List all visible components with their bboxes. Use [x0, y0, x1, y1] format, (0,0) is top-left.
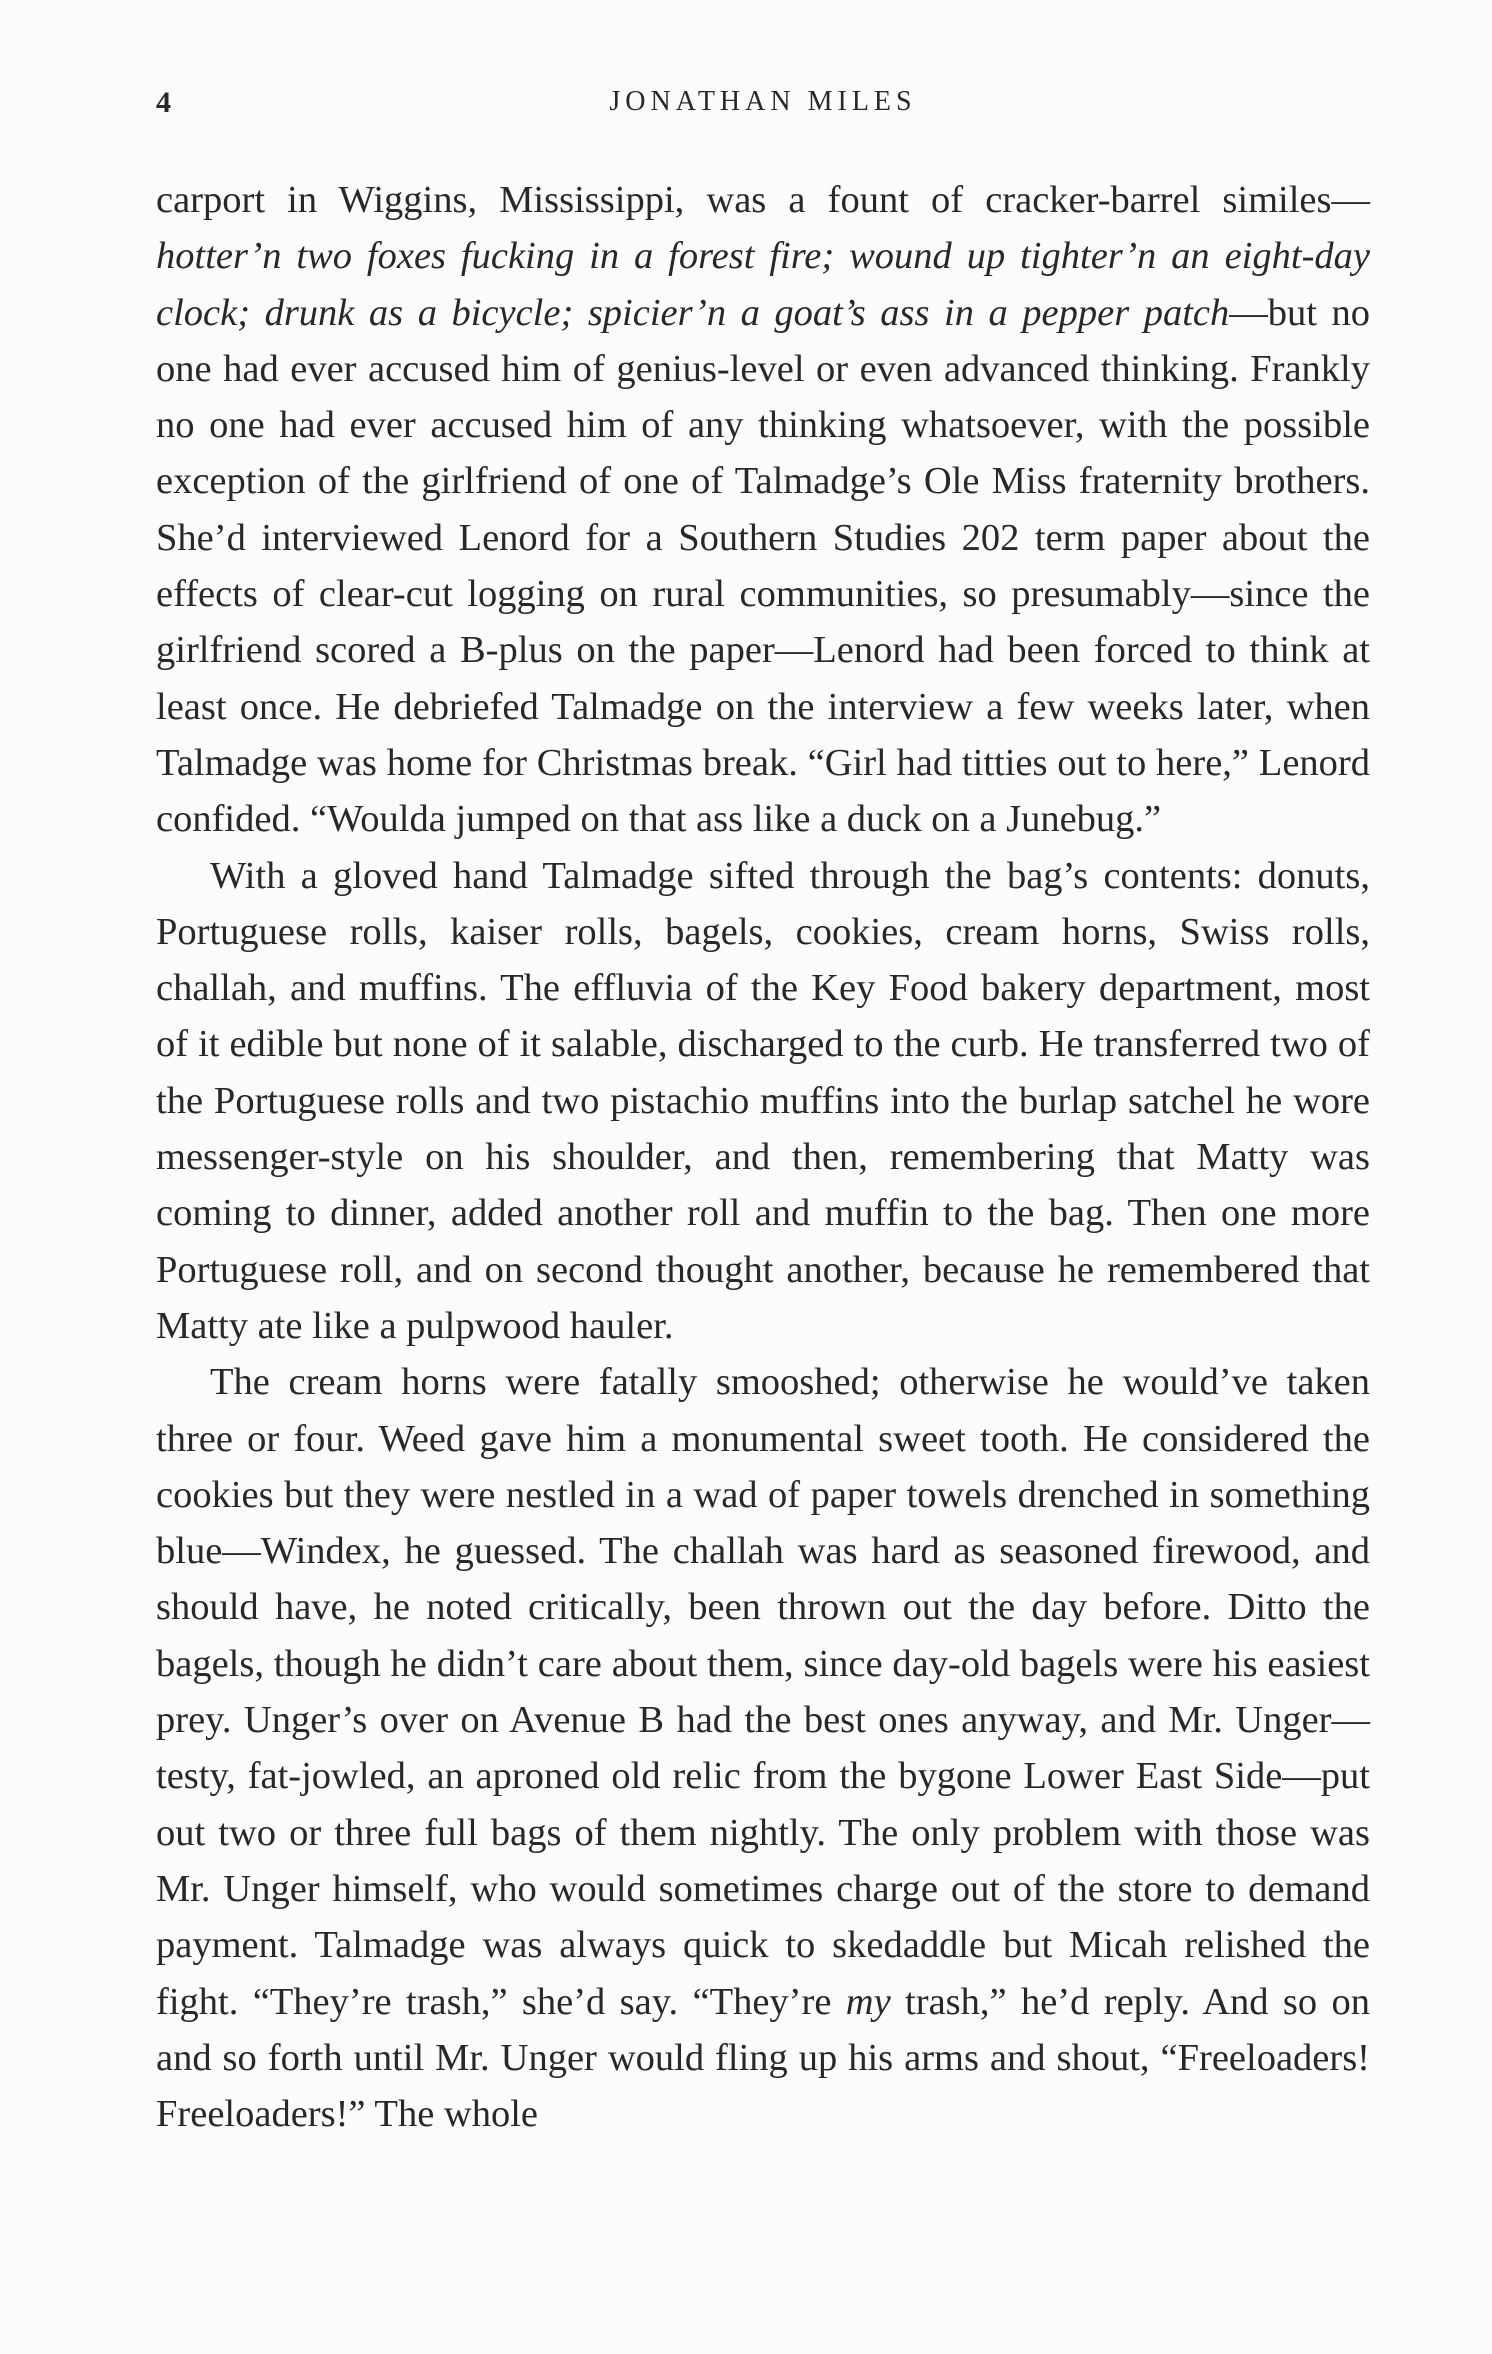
text-run: With a gloved hand Talmadge sifted through the bag’s contents: donuts, Portuguese rolls, kaiser rolls, bagels, cookies, cream horns, Swiss rolls, challah, and muffins. The effluvia of the Key Food bakery department, most of it edible but none of it salable, discharged to the curb. He transferred two of the Portuguese rolls and two pistachio muffins into the burlap satchel he wore messenger-style on his shoulder, and then, remembering that Matty was coming to dinner, added another roll and muffin to the bag. Then one more Portuguese roll, and on second thought another, because he remembered that Matty ate like a pulpwood hauler. — [156, 854, 1370, 1347]
italic-emphasis: my — [845, 1980, 891, 2023]
paragraph-2 — [156, 848, 1370, 1355]
paragraph-3 — [156, 1354, 1370, 2142]
paragraph-1 — [156, 172, 1370, 848]
running-head-author: JONATHAN MILES — [609, 86, 917, 117]
book-page — [156, 0, 1370, 2354]
text-run: trash,” he’d reply. And so on and so forth until Mr. Unger would fling up his arms and shout, “Freeloaders! Freeloaders!” The whole — [156, 1980, 1370, 2136]
text-run: —but no one had ever accused him of genius-level or even advanced thinking. Frankly no one had ever accused him of any thinking whatsoever, with the possible exception of the girlfriend of one of Talmadge’s Ole Miss fraternity brothers. She’d interviewed Lenord for a Southern Studies 202 term paper about the effects of clear-cut logging on rural communities, so presumably—since the girlfriend scored a B-plus on the paper—Lenord had been forced to think at least once. He debriefed Talmadge on the interview a few weeks later, when Talmadge was home for Christmas break. “Girl had titties out to here,” Lenord confided. “Woulda jumped on that ass like a duck on a Junebug.” — [156, 291, 1370, 841]
text-run: The cream horns were fatally smooshed; otherwise he would’ve taken three or four. Weed gave him a monumental sweet tooth. He considered the cookies but they were nestled in a wad of paper towels drenched in something blue—Windex, he guessed. The challah was hard as seasoned firewood, and should have, he noted critically, been thrown out the day before. Ditto the bagels, though he didn’t care about them, since day-old bagels were his easiest prey. Unger’s over on Avenue B had the best ones anyway, and Mr. Unger—testy, fat-jowled, an aproned old relic from the bygone Lower East Side—put out two or three full bags of them nightly. The only problem with those was Mr. Unger himself, who would sometimes charge out of the store to demand payment. Talmadge was always quick to skedaddle but Micah relished the fight. “They’re trash,” she’d say. “They’re — [156, 1361, 1370, 2023]
page-number: 4 — [156, 86, 172, 119]
text-run: carport in Wiggins, Mississippi, was a fount of cracker-barrel similes— — [156, 179, 1370, 221]
body-text — [156, 172, 1370, 2142]
running-head — [156, 78, 1370, 128]
italic-similes: hotter’n two foxes fucking in a forest fire; wound up tighter’n an eight-day clock; drunk as a bicycle; spicier’n a goat’s ass in a pepper patch — [156, 235, 1370, 334]
